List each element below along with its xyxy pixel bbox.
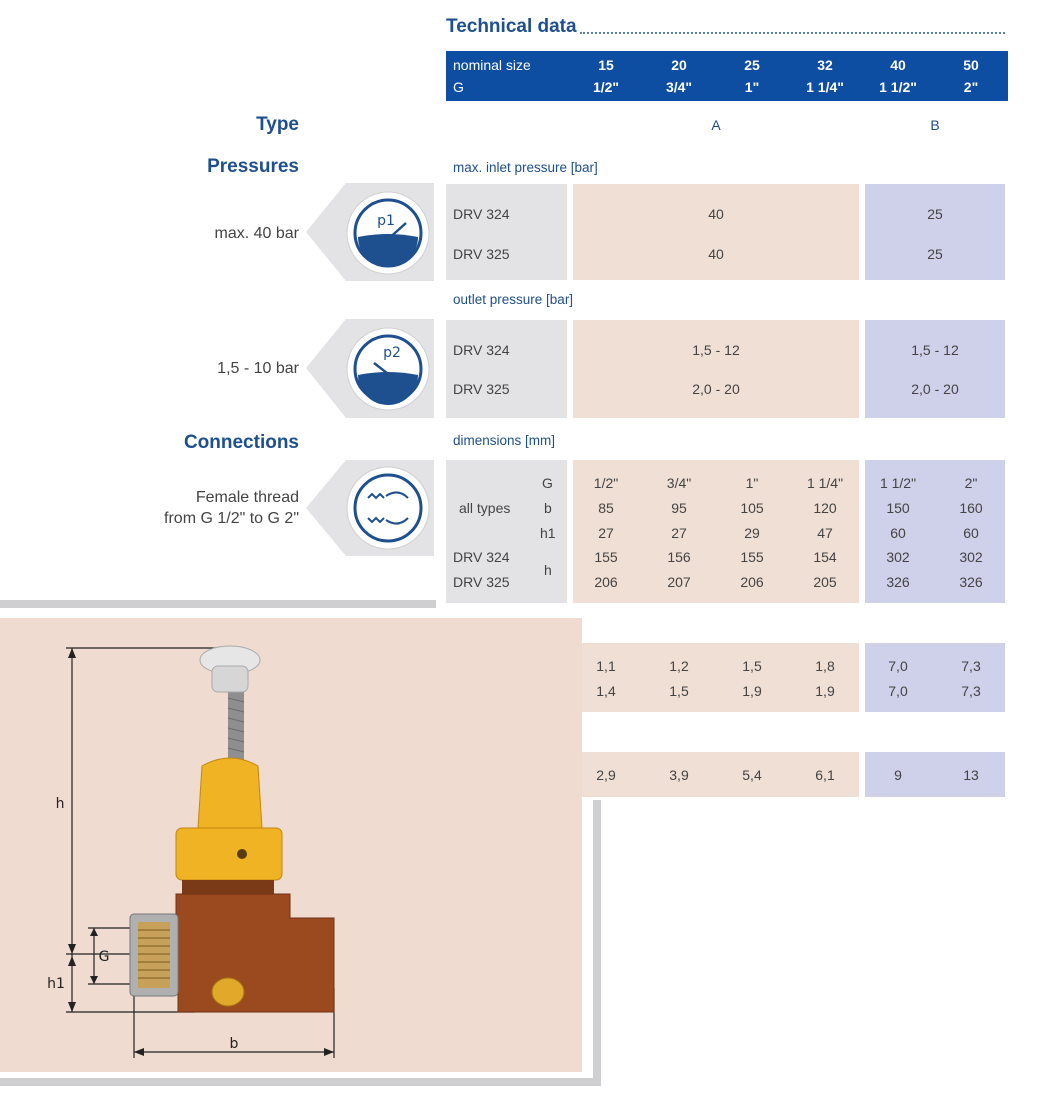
thread-4: 1 1/4" <box>806 79 844 95</box>
weight-drv325-cell-4: 1,9 <box>815 683 835 699</box>
dim-b-cell-3: 105 <box>740 500 764 516</box>
header-band <box>446 51 1008 101</box>
connections-line2: from G 1/2" to G 2" <box>164 510 299 527</box>
outlet-group-b <box>865 320 1005 418</box>
kvs-cell-5: 9 <box>894 767 902 783</box>
kvs-cell-6: 13 <box>963 767 979 783</box>
size-50: 50 <box>963 57 979 73</box>
weight-drv325-cell-5: 7,0 <box>888 683 908 699</box>
pressure-gauge-p1-icon <box>346 191 430 275</box>
dim-h324-cell-4: 154 <box>813 549 837 565</box>
valve-body <box>176 894 334 1012</box>
inlet-row1-name: DRV 324 <box>453 206 510 222</box>
dim-b-cell-4: 120 <box>813 500 837 516</box>
outlet-row1-b: 1,5 - 12 <box>911 342 959 358</box>
dim-h324-cell-6: 302 <box>959 549 983 565</box>
dim-g-cell-4: 1 1/4" <box>806 475 844 491</box>
dim-g-label: G <box>98 949 110 965</box>
size-20: 20 <box>671 57 687 73</box>
dim-g-cell-6: 2" <box>964 475 978 491</box>
dim-key-h1: h1 <box>540 525 556 541</box>
pressures-heading: Pressures <box>207 156 299 177</box>
outlet-name-cell <box>446 320 567 418</box>
frame-top-line <box>0 600 436 608</box>
dim-key-b: b <box>544 500 552 516</box>
dim-b-label: b <box>229 1036 239 1052</box>
weight-drv324-cell-6: 7,3 <box>961 658 981 674</box>
inlet-group-a <box>573 184 859 280</box>
dim-all-types: all types <box>459 500 511 516</box>
inlet-group-b <box>865 184 1005 280</box>
weight-drv325-cell-3: 1,9 <box>742 683 762 699</box>
dim-h325-cell-1: 206 <box>594 574 618 590</box>
outlet-row1-name: DRV 324 <box>453 342 510 358</box>
outlet-group-a <box>573 320 859 418</box>
p1-label: p1 <box>377 213 395 229</box>
dim-h-label: h <box>55 796 65 812</box>
dim-g-cell-5: 1 1/2" <box>879 475 917 491</box>
drain-plug <box>212 978 244 1006</box>
nominal-size-label: nominal size <box>453 57 531 73</box>
dim-h324-cell-2: 156 <box>667 549 691 565</box>
weight-drv325-cell-2: 1,5 <box>669 683 689 699</box>
inlet-row1-a: 40 <box>708 206 724 222</box>
dim-h325-cell-6: 326 <box>959 574 983 590</box>
valve-dimension-drawing <box>0 618 582 1072</box>
kvs-cell-3: 5,4 <box>742 767 762 783</box>
inlet-row2-name: DRV 325 <box>453 246 510 262</box>
title-divider <box>580 32 1005 34</box>
dimensions-label: dimensions [mm] <box>453 433 556 448</box>
dim-h1-cell-5: 60 <box>890 525 906 541</box>
thread-6: 2" <box>963 79 979 95</box>
dim-h324-cell-5: 302 <box>886 549 910 565</box>
inlet-name-cell <box>446 184 567 280</box>
inlet-row2-a: 40 <box>708 246 724 262</box>
weight-drv325-cell-6: 7,3 <box>961 683 981 699</box>
weight-drv324-cell-4: 1,8 <box>815 658 835 674</box>
outlet-pressure-label: outlet pressure [bar] <box>453 292 574 307</box>
dim-drv324: DRV 324 <box>453 549 510 565</box>
frame-right-line <box>593 800 601 1086</box>
dim-h325-cell-5: 326 <box>886 574 910 590</box>
connections-line1: Female thread <box>195 489 299 506</box>
size-25: 25 <box>744 57 760 73</box>
dim-h325-cell-2: 207 <box>667 574 691 590</box>
dim-h1-cell-1: 27 <box>598 525 614 541</box>
outlet-row2-name: DRV 325 <box>453 381 510 397</box>
weight-group-a <box>573 643 859 712</box>
dim-h1-cell-2: 27 <box>671 525 687 541</box>
inlet-pressure-text: max. 40 bar <box>214 225 299 242</box>
outlet-pressure-text: 1,5 - 10 bar <box>217 360 299 377</box>
dim-g-cell-3: 1" <box>745 475 759 491</box>
page-title: Technical data <box>446 16 577 37</box>
size-15: 15 <box>598 57 614 73</box>
dim-h1-cell-4: 47 <box>817 525 833 541</box>
dim-h324-cell-3: 155 <box>740 549 764 565</box>
outlet-row2-b: 2,0 - 20 <box>911 381 959 397</box>
dim-b-cell-2: 95 <box>671 500 687 516</box>
weight-drv324-cell-1: 1,1 <box>596 658 616 674</box>
dim-b-cell-1: 85 <box>598 500 614 516</box>
weight-group-b <box>865 643 1005 712</box>
size-40: 40 <box>890 57 906 73</box>
inlet-row1-b: 25 <box>927 206 943 222</box>
dim-g-cell-1: 1/2" <box>593 475 619 491</box>
thread-connection-icon <box>346 466 430 550</box>
type-heading: Type <box>256 114 299 135</box>
type-a: A <box>711 117 721 133</box>
thread-3: 1" <box>744 79 760 95</box>
inlet-pressure-label: max. inlet pressure [bar] <box>453 160 598 175</box>
dim-h324-cell-1: 155 <box>594 549 618 565</box>
thread-1: 1/2" <box>592 79 620 95</box>
kvs-cell-2: 3,9 <box>669 767 689 783</box>
dim-h1-cell-6: 60 <box>963 525 979 541</box>
dim-h325-cell-3: 206 <box>740 574 764 590</box>
pressure-gauge-p2-icon <box>346 327 430 411</box>
outlet-row2-a: 2,0 - 20 <box>692 381 740 397</box>
dim-key-g: G <box>542 475 553 491</box>
weight-drv324-cell-5: 7,0 <box>888 658 908 674</box>
weight-drv325-cell-1: 1,4 <box>596 683 616 699</box>
dim-b-cell-6: 160 <box>959 500 983 516</box>
thread-2: 3/4" <box>665 79 693 95</box>
kvs-cell-1: 2,9 <box>596 767 616 783</box>
outlet-row1-a: 1,5 - 12 <box>692 342 740 358</box>
size-32: 32 <box>817 57 833 73</box>
weight-drv324-cell-3: 1,5 <box>742 658 762 674</box>
connections-heading: Connections <box>183 432 299 453</box>
dim-h1-label: h1 <box>47 976 65 992</box>
dim-drv325: DRV 325 <box>453 574 510 590</box>
dim-g-cell-2: 3/4" <box>666 475 692 491</box>
inlet-row2-b: 25 <box>927 246 943 262</box>
kvs-cell-4: 6,1 <box>815 767 835 783</box>
dim-h1-cell-3: 29 <box>744 525 760 541</box>
dim-h325-cell-4: 205 <box>813 574 837 590</box>
valve-bonnet <box>198 758 262 828</box>
type-b: B <box>930 117 940 133</box>
dim-b-cell-5: 150 <box>886 500 910 516</box>
g-label: G <box>453 79 464 95</box>
frame-bottom-line <box>0 1078 601 1086</box>
weight-drv324-cell-2: 1,2 <box>669 658 689 674</box>
thread-5: 1 1/2" <box>879 79 917 95</box>
dim-key-h: h <box>544 562 552 578</box>
valve-nut <box>176 828 282 880</box>
p2-label: p2 <box>383 345 401 361</box>
